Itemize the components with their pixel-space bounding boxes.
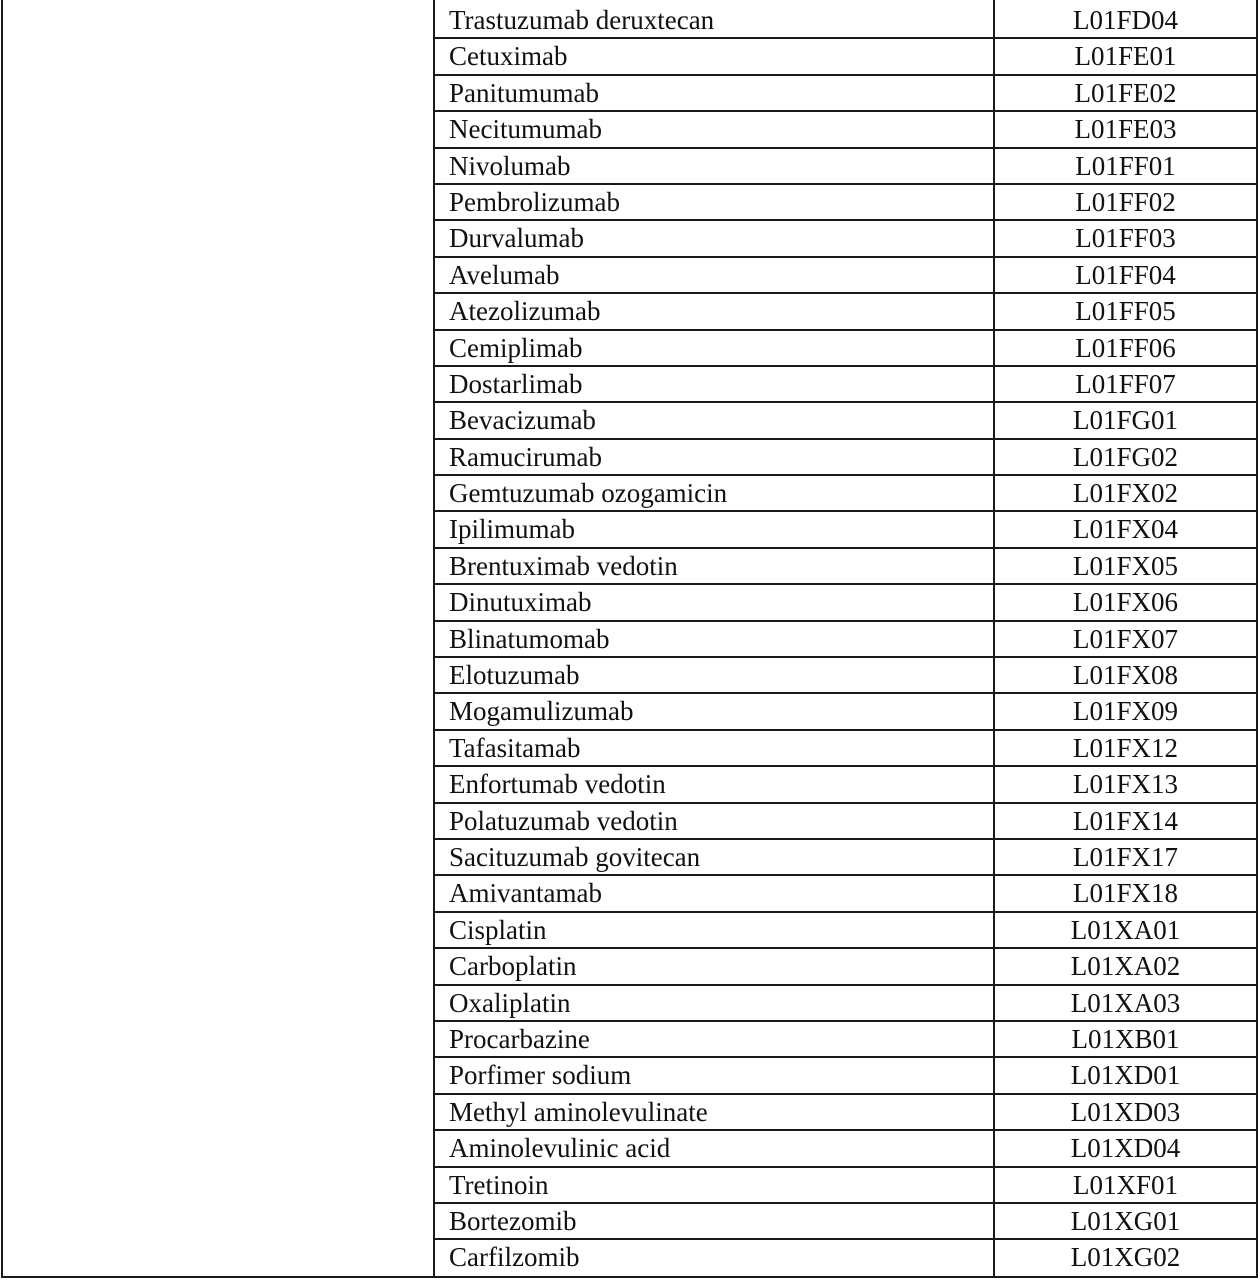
table-row [435, 767, 1256, 803]
table-row [435, 840, 1256, 876]
table-row [435, 367, 1256, 403]
table-row [435, 804, 1256, 840]
table-row [435, 1240, 1256, 1276]
atc-code-cell: L01FG01 [1072, 405, 1178, 436]
table-row [435, 658, 1256, 694]
atc-code-cell: L01FX13 [1072, 769, 1178, 800]
table-left-border [1, 0, 3, 1278]
atc-code-cell: L01XB01 [1071, 1023, 1180, 1054]
atc-code-cell: L01FX17 [1072, 841, 1178, 872]
table-row [435, 1058, 1256, 1094]
table-row [435, 1022, 1256, 1058]
table-row [435, 258, 1256, 294]
drug-name-cell: Sacituzumab govitecan [449, 841, 701, 872]
atc-code-cell: L01FX09 [1072, 696, 1178, 727]
table-row [435, 1204, 1256, 1240]
drug-name-cell: Bortezomib [449, 1205, 577, 1236]
atc-code-cell: L01XG01 [1070, 1205, 1181, 1236]
table-row [435, 622, 1256, 658]
drug-name-cell: Tretinoin [449, 1169, 549, 1200]
table-row [435, 1095, 1256, 1131]
atc-code-cell: L01FX14 [1072, 805, 1178, 836]
drug-name-cell: Enfortumab vedotin [449, 769, 666, 800]
atc-code-cell: L01FF04 [1075, 259, 1176, 290]
atc-code-cell: L01FX05 [1072, 550, 1178, 581]
atc-code-cell: L01FX08 [1072, 660, 1178, 691]
drug-name-cell: Porfimer sodium [449, 1060, 632, 1091]
drug-name-cell: Ipilimumab [449, 514, 575, 545]
table-row [435, 440, 1256, 476]
drug-name-cell: Methyl aminolevulinate [449, 1096, 708, 1127]
drug-name-cell: Procarbazine [449, 1023, 590, 1054]
drug-name-cell: Ramucirumab [449, 441, 602, 472]
atc-code-cell: L01FD04 [1072, 5, 1178, 35]
atc-code-cell: L01FX07 [1072, 623, 1178, 654]
table-row [435, 476, 1256, 512]
table-row [435, 294, 1256, 330]
drug-name-cell: Elotuzumab [449, 660, 580, 691]
drug-name-cell: Nivolumab [449, 150, 571, 181]
drug-name-cell: Tafasitamab [449, 732, 581, 763]
drug-name-cell: Dostarlimab [449, 368, 583, 399]
table-row [435, 76, 1256, 112]
table-row [435, 221, 1256, 257]
table-row [435, 512, 1256, 548]
atc-code-cell: L01FF03 [1075, 223, 1176, 254]
atc-code-cell: L01FE02 [1074, 77, 1177, 108]
drug-name-cell: Trastuzumab deruxtecan [449, 5, 715, 35]
atc-code-cell: L01FE01 [1074, 41, 1177, 72]
drug-name-cell: Durvalumab [449, 223, 584, 254]
atc-code-cell: L01FF01 [1075, 150, 1176, 181]
table-row [435, 403, 1256, 439]
table-row [435, 585, 1256, 621]
table-row [435, 149, 1256, 185]
drug-name-cell: Necitumumab [449, 114, 602, 145]
atc-code-cell: L01XF01 [1072, 1169, 1178, 1200]
table-row [435, 549, 1256, 585]
table-row [435, 913, 1256, 949]
empty-first-column [3, 0, 433, 1276]
atc-code-cell: L01XD01 [1070, 1060, 1181, 1091]
drug-code-table [435, 3, 1256, 1277]
drug-name-cell: Carfilzomib [449, 1242, 580, 1273]
atc-code-cell: L01XG02 [1070, 1242, 1181, 1273]
drug-name-cell: Oxaliplatin [449, 987, 571, 1018]
atc-code-cell: L01FX18 [1072, 878, 1178, 909]
drug-name-cell: Cetuximab [449, 41, 568, 72]
drug-name-cell: Carboplatin [449, 951, 577, 982]
drug-name-cell: Polatuzumab vedotin [449, 805, 678, 836]
atc-code-cell: L01FE03 [1074, 114, 1177, 145]
table-row [435, 331, 1256, 367]
drug-name-cell: Pembrolizumab [449, 186, 620, 217]
table-row [435, 949, 1256, 985]
atc-code-cell: L01FX06 [1072, 587, 1178, 618]
table-row [435, 876, 1256, 912]
drug-name-cell: Brentuximab vedotin [449, 550, 678, 581]
atc-code-cell: L01XD03 [1070, 1096, 1181, 1127]
atc-code-cell: L01XA02 [1070, 951, 1181, 982]
table-row [435, 39, 1256, 75]
drug-name-cell: Dinutuximab [449, 587, 592, 618]
table-row [435, 731, 1256, 767]
atc-code-cell: L01FF06 [1075, 332, 1176, 363]
atc-code-cell: L01FF07 [1075, 368, 1176, 399]
table-row [435, 3, 1256, 39]
atc-code-cell: L01FF02 [1075, 186, 1176, 217]
drug-name-cell: Cisplatin [449, 914, 547, 945]
drug-name-cell: Blinatumomab [449, 623, 610, 654]
atc-code-cell: L01XA01 [1070, 914, 1181, 945]
table-row [435, 694, 1256, 730]
table-row [435, 986, 1256, 1022]
drug-name-cell: Cemiplimab [449, 332, 583, 363]
drug-name-cell: Panitumumab [449, 77, 599, 108]
atc-code-cell: L01FF05 [1075, 296, 1176, 327]
table-row [435, 1131, 1256, 1167]
drug-name-cell: Gemtuzumab ozogamicin [449, 478, 728, 509]
table-row [435, 1168, 1256, 1204]
table-row [435, 185, 1256, 221]
atc-code-cell: L01FX04 [1072, 514, 1178, 545]
atc-code-cell: L01FG02 [1072, 441, 1178, 472]
table-row [435, 112, 1256, 148]
table-right-border [1256, 0, 1258, 1278]
atc-code-cell: L01FX02 [1072, 478, 1178, 509]
drug-name-cell: Atezolizumab [449, 296, 601, 327]
drug-name-cell: Bevacizumab [449, 405, 596, 436]
atc-code-cell: L01XA03 [1070, 987, 1181, 1018]
atc-code-cell: L01XD04 [1070, 1133, 1181, 1164]
drug-name-cell: Amivantamab [449, 878, 602, 909]
drug-name-cell: Avelumab [449, 259, 560, 290]
drug-name-cell: Aminolevulinic acid [449, 1133, 671, 1164]
atc-code-cell: L01FX12 [1072, 732, 1178, 763]
drug-name-cell: Mogamulizumab [449, 696, 634, 727]
